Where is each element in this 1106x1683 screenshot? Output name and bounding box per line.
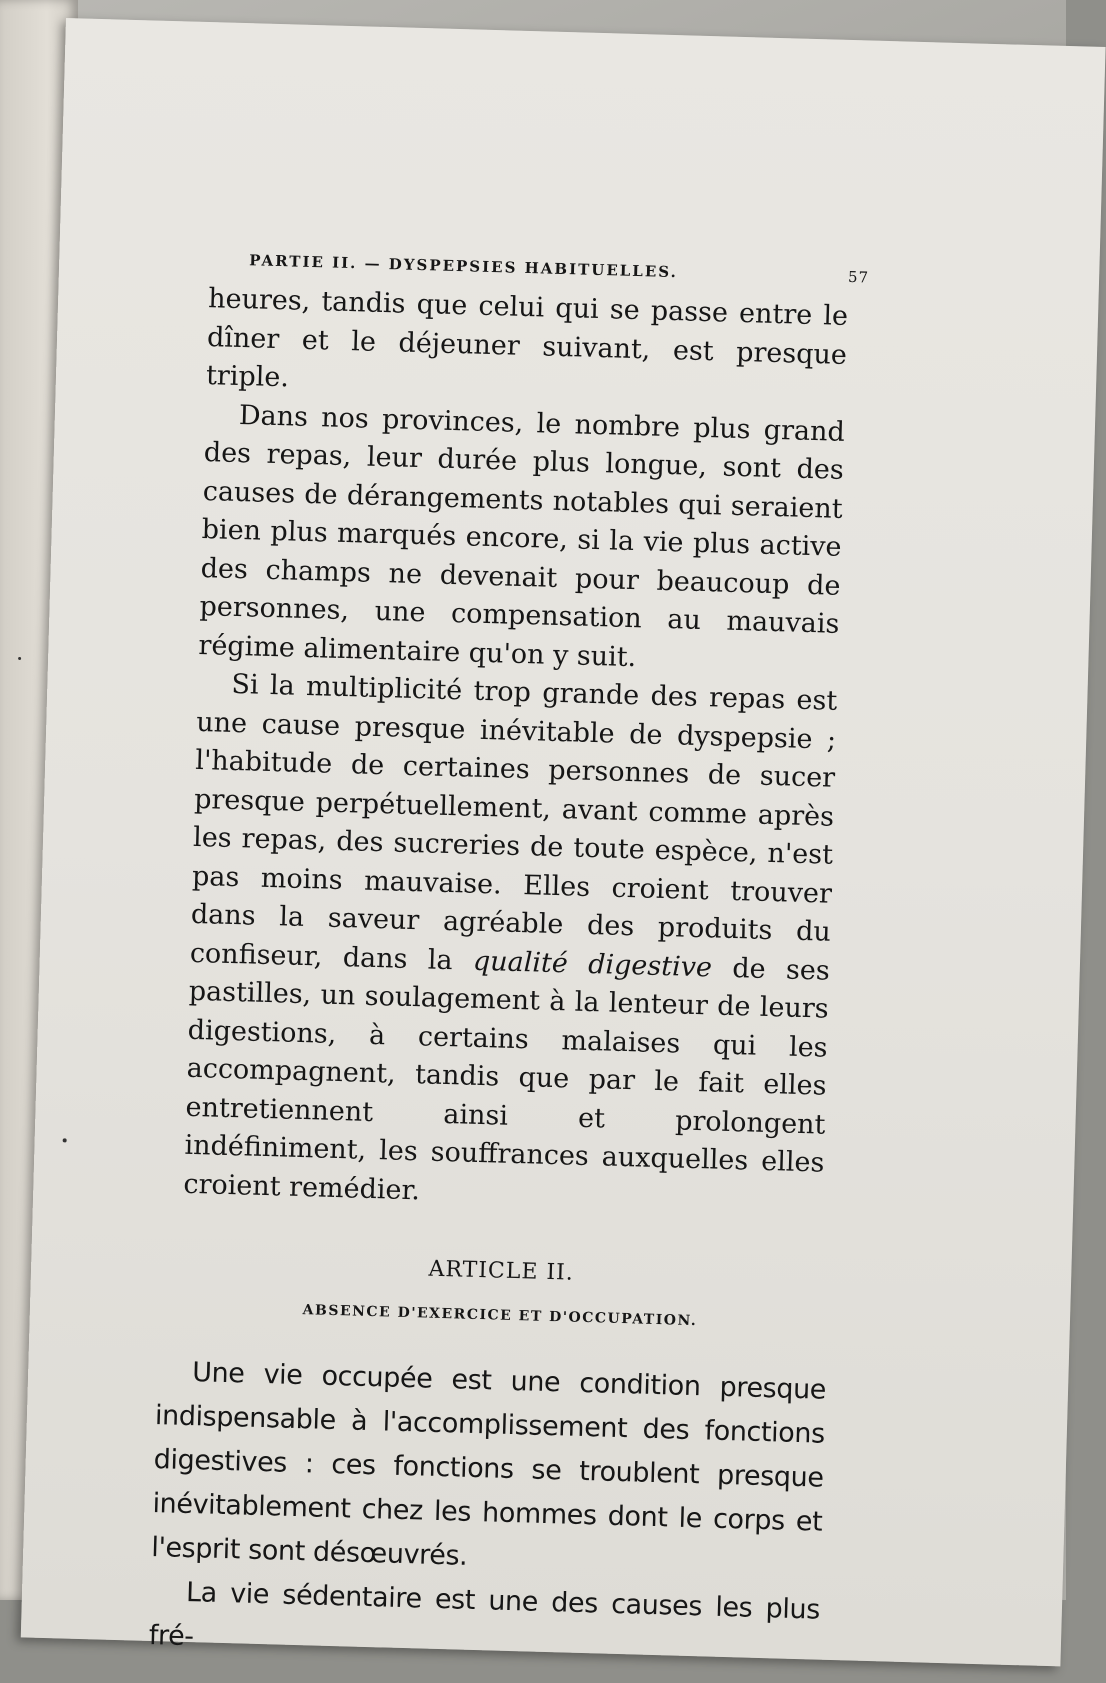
paragraph-3-part-2: de ses pastilles, un soulagement à la lenteur de leurs digestions, à certains malaises qui les accompagnent, tandis que par le fait elles entretiennent ainsi et prolongent indéfiniment, les souffrances auxquelles elles croient remédier.	[183, 951, 831, 1206]
running-head-title: PARTIE II. — DYSPEPSIES HABITUELLES.	[249, 251, 679, 282]
paragraph-1: heures, tandis que celui qui se passe entre le dîner et le déjeuner suivant, est presque triple.	[205, 283, 849, 394]
paper-speck	[18, 657, 21, 660]
book-page	[21, 18, 1106, 1666]
article-heading: ARTICLE II.	[428, 1256, 575, 1286]
article-paragraph-1: Une vie occupée est une condition presque indispensable à l'accomplissement des fonctions digestives : ces fonctions se troublent presque inévitablement chez les hommes dont le corps et l'esprit sont désœuvrés.	[150, 1357, 827, 1572]
paper-speck	[63, 1138, 67, 1142]
paragraph-3-italic: qualité digestive	[472, 945, 713, 983]
article-paragraph-2: La vie sédentaire est une des causes les plus fré-	[148, 1576, 821, 1653]
paragraph-3-part-1: Si la multiplicité trop grande des repas est une cause presque inévitable de dyspepsie ; l'habitude de certaines personnes de sucer presque perpétuellement, avant comme après les repas, des sucreries de toute espèce, n'est pas moins mauvaise. Elles croient trouver dans la saveur agréable des produits du confiseur, dans la	[189, 668, 838, 977]
article-subheading: ABSENCE D'EXERCICE ET D'OCCUPATION.	[302, 1302, 698, 1330]
page-number: 57	[847, 267, 870, 287]
paragraph-3	[183, 665, 838, 1222]
paragraph-2: Dans nos provinces, le nombre plus grand des repas, leur durée plus longue, sont des causes de dérangements notables qui seraient bien plus marqués encore, si la vie plus active des champs ne devenait pour beaucoup de personnes, une compensation au mauvais régime alimentaire qu'on y suit.	[198, 399, 846, 673]
text-block	[148, 250, 870, 1676]
